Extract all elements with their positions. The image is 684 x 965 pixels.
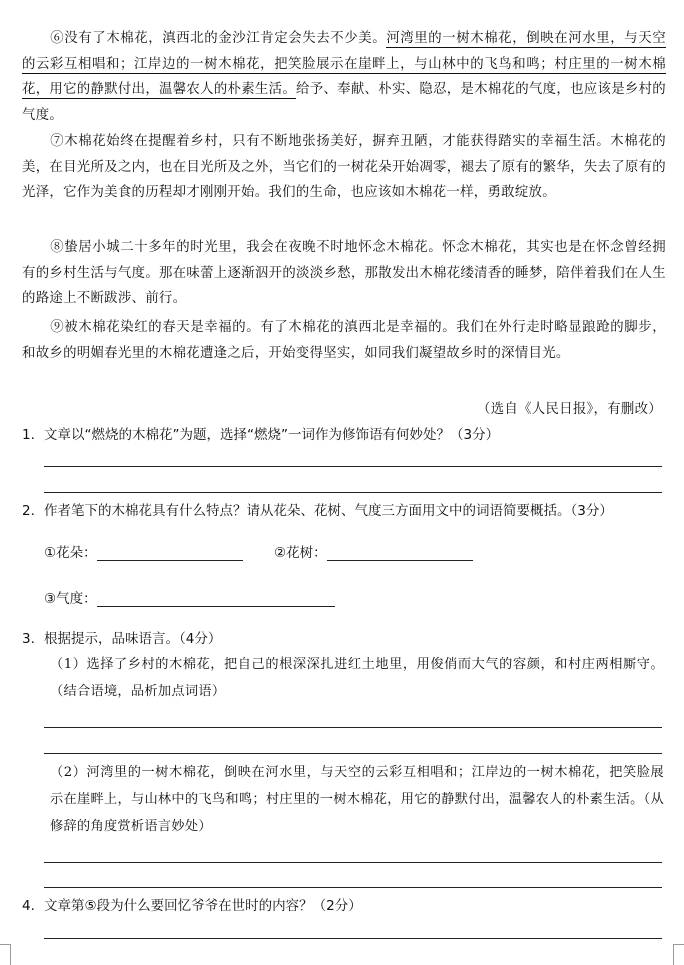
q3-2-answer-line-2[interactable] xyxy=(44,887,662,888)
q2-tree-label: ②花树： xyxy=(274,545,327,561)
q3-1-answer-line-1[interactable] xyxy=(44,727,662,728)
q1-answer-line-2[interactable] xyxy=(44,492,662,493)
q2-tree-blank[interactable] xyxy=(327,546,473,561)
question-4 xyxy=(22,895,662,917)
paragraph-9 xyxy=(22,315,666,366)
paragraph-7 xyxy=(22,129,666,206)
paragraph-6 xyxy=(22,26,666,128)
source-citation: （选自《人民日报》，有删改） xyxy=(477,402,662,417)
p9-text: ⑨被木棉花染红的春天是幸福的。有了木棉花的滇西北是幸福的。我们在外行走时略显踉跄的脚步，和故乡的明媚春光里的木棉花遭逢之后，开始变得坚实，如同我们凝望故乡时的深情目光。 xyxy=(22,320,666,361)
q1-number: 1. xyxy=(22,427,35,443)
q4-answer-line-1[interactable] xyxy=(44,938,662,939)
q3-text: 根据提示，品味语言。（4分） xyxy=(44,631,222,647)
q2-flower-field xyxy=(44,541,243,561)
p6-underlined-text: 河湾里的一树木棉花，倒映在河水里，与天空的云彩互相唱和；江岸边的一树木棉花，把笑脸展示在崖畔上，与山林中的飞鸟和鸣；村庄里的一树木棉花，用它的静默付出，温馨农人的朴素生活。 xyxy=(22,31,667,98)
page-corner-mark-right xyxy=(673,944,684,965)
q3-number: 3. xyxy=(22,631,35,647)
q2-flower-blank[interactable] xyxy=(97,546,243,561)
p7-text: ⑦木棉花始终在提醒着乡村，只有不断地张扬美好，摒弃丑陋，才能获得踏实的幸福生活。木棉花的美，在目光所及之内，也在目光所及之外，当它们的一树花朵开始凋零，褪去了原有的繁华，失去了原有的光泽，它作为美食的历程却才刚刚开始。我们的生命，也应该如木棉花一样，勇敢绽放。 xyxy=(22,134,666,201)
q3-1-answer-line-2[interactable] xyxy=(44,753,662,754)
q2-manner-field xyxy=(44,587,335,607)
q4-text: 文章第⑤段为什么要回忆爷爷在世时的内容？（2分） xyxy=(44,898,362,914)
question-3 xyxy=(22,628,662,650)
q3-sub-1-hint: （结合语境，品析加点词语） xyxy=(50,684,226,699)
p6-text-b: 给予、奉献、朴实、隐忍，是木棉花的气度，也应该是乡村的气度。 xyxy=(22,82,666,123)
question-1 xyxy=(22,424,662,446)
q2-text: 作者笔下的木棉花具有什么特点？请从花朵、花树、气度三方面用文中的词语简要概括。（3分） xyxy=(44,503,613,519)
q2-manner-label: ③气度： xyxy=(44,591,97,607)
q2-manner-blank[interactable] xyxy=(97,592,335,607)
p6-text-a: ⑥没有了木棉花，滇西北的金沙江肯定会失去不少美。 xyxy=(50,31,387,46)
q1-answer-line-1[interactable] xyxy=(44,466,662,467)
q2-number: 2. xyxy=(22,503,35,519)
q3-sub-2 xyxy=(50,759,664,840)
q1-text: 文章以“燃烧的木棉花”为题，选择“燃烧”一词作为修饰语有何妙处？（3分） xyxy=(44,427,500,443)
q3-sub-2-hint: （从修辞的角度赏析语言妙处） xyxy=(50,792,665,834)
q2-tree-field xyxy=(274,541,473,561)
q3-sub-2-text: （2）河湾里的一树木棉花，倒映在河水里，与天空的云彩互相唱和；江岸边的一树木棉花，把笑脸展示在崖畔上，与山林中的飞鸟和鸣；村庄里的一树木棉花，用它的静默付出，温馨农人的朴素生活。 xyxy=(50,765,664,807)
paragraph-8 xyxy=(22,235,666,312)
p8-text: ⑧蛰居小城二十多年的时光里，我会在夜晚不时地怀念木棉花。怀念木棉花，其实也是在怀念曾经拥有的乡村生活与气度。那在味蕾上逐渐泅开的淡淡乡愁，那散发出木棉花缕清香的睡梦，陪伴着我们在人生的路途上不断跋涉、前行。 xyxy=(22,240,666,307)
q3-sub-1-text: （1）选择了乡村的木棉花，把自己的根深深扎进红土地里，用俊俏而大气的容颜，和村庄两相厮守。 xyxy=(50,657,664,672)
q4-number: 4. xyxy=(22,898,35,914)
question-2 xyxy=(22,500,662,522)
q3-2-answer-line-1[interactable] xyxy=(44,862,662,863)
q2-flower-label: ①花朵： xyxy=(44,545,97,561)
q3-sub-1 xyxy=(50,651,664,705)
page-corner-mark-left xyxy=(0,944,11,965)
